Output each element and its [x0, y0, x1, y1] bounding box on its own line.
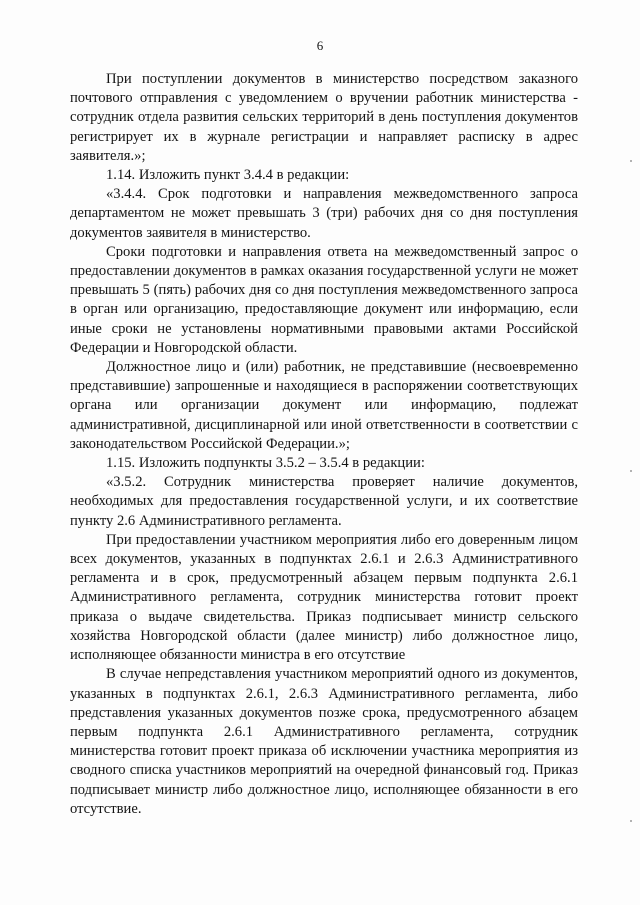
- page-number: 6: [316, 38, 324, 53]
- paragraph-postal-submission: При поступлении документов в министерство посредством заказного почтового отправления с уведомлением о вручении работник министерства - сотрудник отдела развития сельских территорий в день поступления документов регистрирует их в журнале регистрации и направляет расписку в адрес заявителя.»;: [70, 71, 578, 164]
- paragraph-clause-3-5-2: «3.5.2. Сотрудник министерства проверяет наличие документов, необходимых для предоставления государственной услуги, и их соответствие пункту 2.6 Административного регламента.: [70, 474, 578, 529]
- document-body: [70, 70, 578, 819]
- margin-speck: [630, 160, 632, 162]
- paragraph-liability: Должностное лицо и (или) работник, не представившие (несвоевременно представившие) запрошенные и находящиеся в распоряжении соответствующих органа или организации документ или информацию, подлежат административной, дисциплинарной или иной ответственности в соответствии с законодательством Российской Федерации.»;: [70, 359, 578, 452]
- paragraph-item-1-15: 1.15. Изложить подпункты 3.5.2 – 3.5.4 в редакции:: [106, 455, 425, 472]
- margin-speck: [630, 820, 632, 822]
- paragraph-certificate-order: При предоставлении участником мероприятия либо его доверенным лицом всех документов, указанных в подпунктах 2.6.1 и 2.6.3 Административного регламента и в срок, предусмотренный абзацем первым подпункта 2.6.1 Административного регламента, сотрудник министерства готовит проект приказа о выдаче свидетельства. Приказ подписывает министр сельского хозяйства Новгородской области (далее министр) либо должностное лицо, исполняющее обязанности министра в его отсутствие: [70, 531, 578, 664]
- paragraph-response-deadline: Сроки подготовки и направления ответа на межведомственный запрос о предоставлении документов в рамках оказания государственной услуги не может превышать 5 (пять) рабочих дня со дня поступления межведомственного запроса в орган или организацию, предоставляющие документ или информацию, если иные сроки не установлены нормативными правовыми актами Российской Федерации и Новгородской области.: [70, 243, 578, 356]
- paragraph-item-1-14: 1.14. Изложить пункт 3.4.4 в редакции:: [106, 167, 350, 184]
- paragraph-exclusion-order: В случае непредставления участником мероприятий одного из документов, указанных в подпунктах 2.6.1, 2.6.3 Административного регламента, либо представления указанных документов позже срока, предусмотренного абзацем первым подпункта 2.6.1 Административного регламента, сотрудник министерства готовит проект приказа об исключении участника мероприятия из сводного списка участников мероприятий на очередной финансовый год. Приказ подписывает министр либо должностное лицо, исполняющее обязанности в его отсутствие.: [70, 666, 578, 817]
- paragraph-clause-3-4-4: «3.4.4. Срок подготовки и направления межведомственного запроса департаментом не может превышать 3 (три) рабочих дня со дня поступления документов заявителя в министерство.: [70, 186, 578, 241]
- margin-speck: [630, 470, 632, 472]
